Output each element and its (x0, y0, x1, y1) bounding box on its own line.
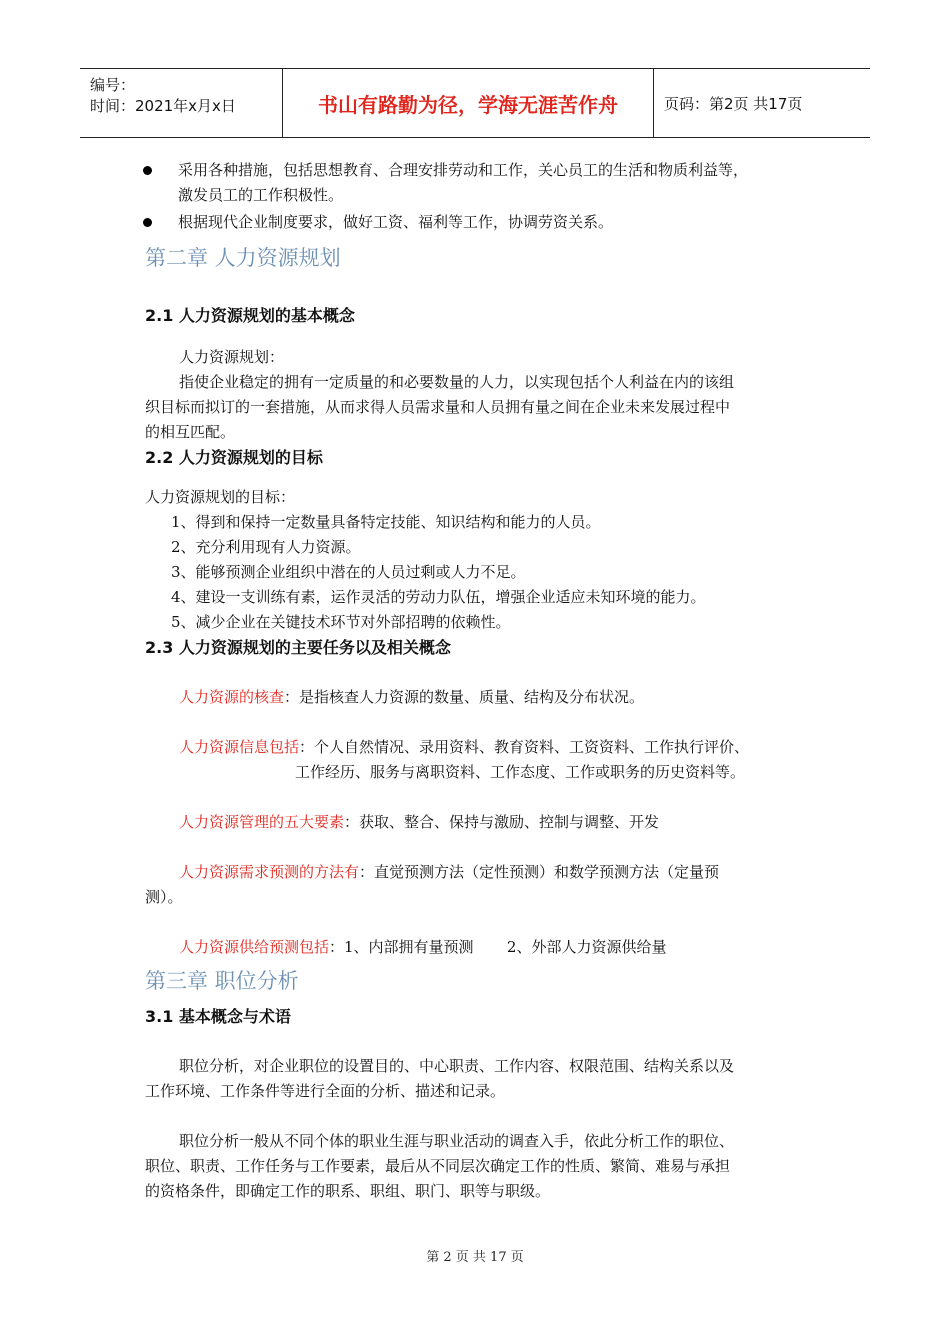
paragraph: 人力资源的核查：是指核查人力资源的数量、质量、结构及分布状况。 (179, 688, 645, 706)
bullet-item: 根据现代企业制度要求，做好工资、福利等工作，协调劳资关系。 (145, 210, 815, 235)
header-motto: 书山有路勤为径，学海无涯苦作舟 (282, 69, 654, 137)
paragraph: 工作经历、服务与离职资料、工作态度、工作或职务的历史资料等。 (295, 763, 746, 781)
paragraph: 织目标而拟订的一套措施，从而求得人员需求量和人员拥有量之间在企业未来发展过程中 (145, 398, 731, 416)
paragraph: 人力资源管理的五大要素：获取、整合、保持与激励、控制与调整、开发 (179, 813, 660, 831)
paragraph: 职位分析一般从不同个体的职业生涯与职业活动的调查入手，依此分析工作的职位、 (179, 1132, 735, 1150)
bullet-item: 采用各种措施，包括思想教育、合理安排劳动和工作，关心员工的生活和物质利益等， 激发员工的工作积极性。 (145, 158, 815, 208)
paragraph: 工作环境、工作条件等进行全面的分析、描述和记录。 (145, 1082, 506, 1100)
term-highlight: 人力资源信息包括 (179, 738, 300, 756)
header-page-number: 页码：第2页 共17页 (664, 94, 803, 113)
section-heading: 2.1 人力资源规划的基本概念 (145, 306, 355, 325)
section-heading: 3.1 基本概念与术语 (145, 1007, 291, 1026)
header-info (80, 69, 282, 137)
chapter-heading: 第三章 职位分析 (145, 969, 299, 993)
section-heading: 2.2 人力资源规划的目标 (145, 448, 323, 467)
page-footer: 第 2 页 共 17 页 (426, 1250, 524, 1265)
list-item: 2、充分利用现有人力资源。 (171, 538, 361, 556)
term-highlight: 人力资源需求预测的方法有 (179, 863, 360, 881)
list-item: 5、减少企业在关键技术环节对外部招聘的依赖性。 (171, 613, 511, 631)
document-number: 编号： (90, 76, 136, 94)
page-header (80, 68, 870, 138)
paragraph: 人力资源供给预测包括：1、内部拥有量预测 2、外部人力资源供给量 (179, 938, 667, 956)
paragraph: 职位、职责、工作任务与工作要素，最后从不同层次确定工作的性质、繁简、难易与承担 (145, 1157, 731, 1175)
term-highlight: 人力资源管理的五大要素 (179, 813, 345, 831)
paragraph: 人力资源规划的目标： (145, 488, 296, 506)
section-heading: 2.3 人力资源规划的主要任务以及相关概念 (145, 638, 451, 657)
paragraph: 人力资源规划： (179, 348, 285, 366)
document-date: 时间：2021年x月x日 (90, 97, 236, 115)
list-item: 3、能够预测企业组织中潜在的人员过剩或人力不足。 (171, 563, 526, 581)
list-item: 1、得到和保持一定数量具备特定技能、知识结构和能力的人员。 (171, 513, 601, 531)
bullet-dot-icon (143, 166, 152, 175)
paragraph: 人力资源信息包括：个人自然情况、录用资料、教育资料、工资资料、工作执行评价、 (179, 738, 750, 756)
bullet-dot-icon (143, 218, 152, 227)
term-highlight: 人力资源供给预测包括 (179, 938, 330, 956)
chapter-heading: 第二章 人力资源规划 (145, 246, 341, 270)
page-content (145, 158, 815, 1204)
paragraph: 指使企业稳定的拥有一定质量的和必要数量的人力，以实现包括个人利益在内的该组 (179, 373, 735, 391)
paragraph: 职位分析，对企业职位的设置目的、中心职责、工作内容、权限范围、结构关系以及 (179, 1057, 735, 1075)
paragraph: 测）。 (145, 888, 183, 906)
term-highlight: 人力资源的核查 (179, 688, 285, 706)
paragraph: 的相互匹配。 (145, 423, 236, 441)
paragraph: 人力资源需求预测的方法有：直觉预测方法（定性预测）和数学预测方法（定量预 (179, 863, 720, 881)
list-item: 4、建设一支训练有素，运作灵活的劳动力队伍，增强企业适应未知环境的能力。 (171, 588, 706, 606)
paragraph: 的资格条件，即确定工作的职系、职组、职门、职等与职级。 (145, 1182, 551, 1200)
